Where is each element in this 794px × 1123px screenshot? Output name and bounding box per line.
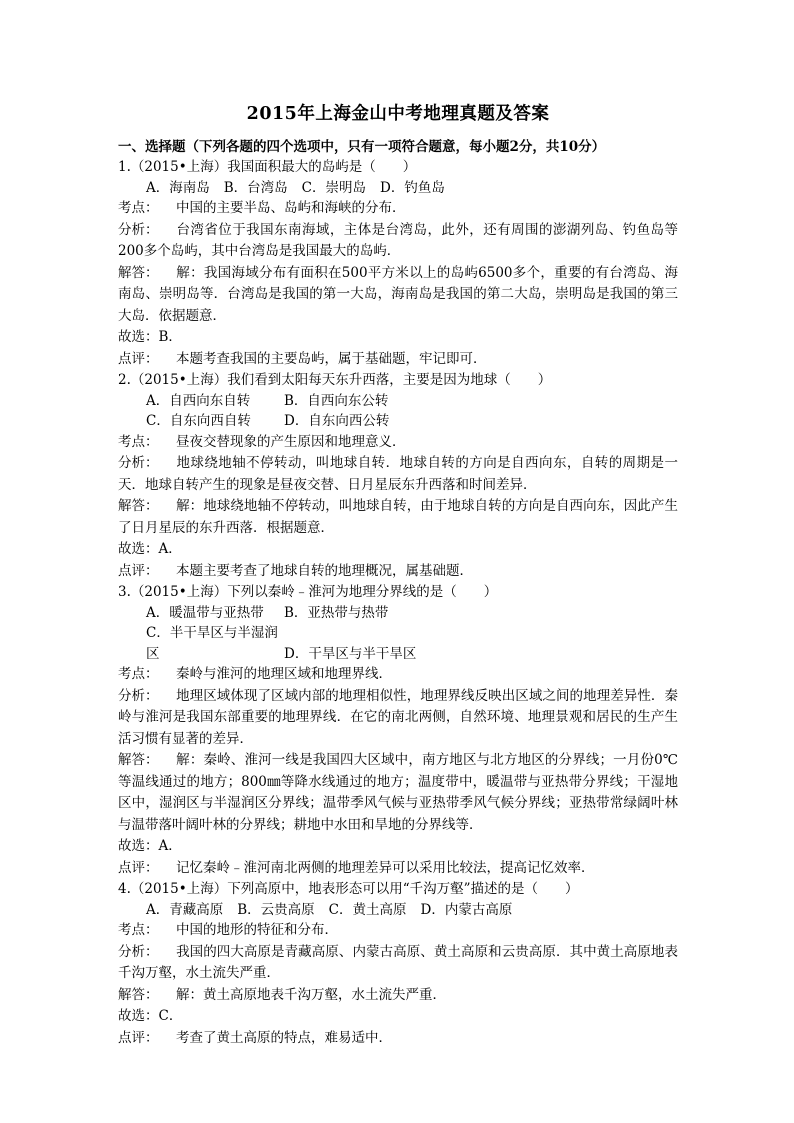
section-heading: 一、选择题（下列各题的四个选项中，只有一项符合题意，每小题2分，共10分） — [118, 139, 606, 155]
kaodian-row — [118, 198, 678, 220]
jieda-text: 解：黄土高原地表千沟万壑，水土流失严重． — [176, 986, 446, 1003]
fenxi-row — [118, 942, 678, 985]
dianping-text: 本题考查我国的主要岛屿，属于基础题，牢记即可． — [176, 350, 487, 367]
dianping-label: 点评： — [118, 1029, 159, 1046]
kaodian-label: 考点： — [118, 433, 159, 450]
option-b: B．自西向东公转 — [284, 392, 389, 409]
dianping-label: 点评： — [118, 562, 159, 579]
kaodian-text: 中国的地形的特征和分布． — [176, 922, 338, 938]
answer-row — [118, 1006, 678, 1028]
option-b: B．亚热带与热带 — [284, 604, 389, 621]
kaodian-row — [118, 664, 678, 686]
fenxi-label: 分析： — [118, 221, 159, 238]
jieda-text: 解：我国海域分布有面积在500平方米以上的岛屿6500多个，重要的有台湾岛、海南岛、崇明岛等．台湾岛是我国的第一大岛，海南岛是我国的第二大岛，崇明岛是我国的第三大岛．依据题意． — [118, 264, 678, 324]
option-c: C．自东向西自转 — [146, 413, 251, 429]
answer-row — [118, 836, 678, 858]
dianping-text: 记忆秦岭﹣淮河南北两侧的地理差异可以采用比较法，提高记忆效率． — [176, 859, 595, 876]
kaodian-text: 昼夜交替现象的产生原因和地理意义． — [176, 433, 406, 450]
dianping-text: 本题主要考查了地球自转的地理概况，属基础题． — [176, 562, 473, 579]
dianping-row — [118, 349, 678, 371]
fenxi-row — [118, 220, 678, 263]
dianping-text: 考查了黄土高原的特点，难易适中． — [176, 1029, 392, 1046]
jieda-label: 解答： — [118, 264, 159, 281]
fenxi-text: 我国的四大高原是青藏高原、内蒙古高原、黄土高原和云贵高原．其中黄土高原地表千沟万壑，水土流失严重． — [118, 943, 678, 981]
option-c: C．崇明岛 — [301, 179, 367, 196]
question-stem: 4.（2015•上海）下列高原中，地表形态可以用“千沟万壑”描述的是（ ） — [118, 881, 579, 897]
option-d: D．钓鱼岛 — [380, 179, 445, 196]
fenxi-label: 分析： — [118, 943, 159, 960]
answer-label: 故选： — [118, 838, 159, 854]
question-stem: 3.（2015•上海）下列以秦岭﹣淮河为地理分界线的是（ ） — [118, 584, 498, 600]
fenxi-text: 地球绕地轴不停转动，叫地球自转．地球自转的方向是自西向东，自转的周期是一天．地球自转产生的现象是昼夜交替、日月星辰东升西落和时间差异． — [118, 455, 678, 493]
jieda-text: 解：地球绕地轴不停转动，叫地球自转，由于地球自转的方向是自西向东，因此产生了日月星辰的东升西落．根据题意． — [118, 498, 678, 536]
option-c: C．半干旱区与半湿润区 — [146, 625, 278, 662]
kaodian-label: 考点： — [118, 922, 159, 938]
fenxi-text: 地理区域体现了区域内部的地理相似性，地理界线反映出区域之间的地理差异性．秦岭与淮河是我国东部重要的地理界线．在它的南北两侧，自然环境、地理景观和居民的生产生活习惯有显著的差异． — [118, 687, 678, 747]
question-4 — [118, 879, 678, 1049]
option-a: A．自西向东自转 — [146, 392, 251, 409]
page-title: 2015年上海金山中考地理真题及答案 — [246, 104, 550, 124]
answer-text: B． — [158, 329, 182, 345]
jieda-label: 解答： — [118, 752, 159, 768]
option-c: C．黄土高原 — [328, 901, 407, 918]
option-d: D．自东向西公转 — [284, 413, 390, 429]
option-b: B．台湾岛 — [223, 179, 288, 196]
kaodian-row — [118, 920, 678, 942]
dianping-row — [118, 561, 678, 583]
answer-row — [118, 327, 678, 349]
answer-row — [118, 539, 678, 561]
dianping-row — [118, 858, 678, 880]
answer-label: 故选： — [118, 541, 159, 557]
question-stem: 2.（2015•上海）我们看到太阳每天东升西落，主要是因为地球（ ） — [118, 372, 552, 388]
option-a: A．暖温带与亚热带 — [146, 604, 264, 621]
fenxi-label: 分析： — [118, 687, 159, 704]
kaodian-text: 中国的主要半岛、岛屿和海峡的分布． — [176, 200, 406, 216]
question-options — [118, 900, 678, 921]
dianping-label: 点评： — [118, 350, 159, 367]
answer-text: A． — [158, 838, 182, 854]
answer-label: 故选： — [118, 329, 159, 345]
question-options — [118, 178, 678, 199]
answer-label: 故选： — [118, 1008, 159, 1024]
question-stem: 1.（2015•上海）我国面积最大的岛屿是（ ） — [118, 159, 417, 175]
question-1 — [118, 157, 678, 370]
option-a: A．海南岛 — [146, 179, 210, 196]
kaodian-row — [118, 432, 678, 454]
jieda-row — [118, 496, 678, 539]
jieda-label: 解答： — [118, 986, 159, 1003]
fenxi-label: 分析： — [118, 455, 159, 471]
dianping-label: 点评： — [118, 859, 159, 876]
fenxi-text: 台湾省位于我国东南海域，主体是台湾岛，此外，还有周围的澎湖列岛、钓鱼岛等200多个岛屿，其中台湾岛是我国最大的岛屿． — [118, 221, 678, 259]
kaodian-label: 考点： — [118, 200, 159, 216]
option-b: B．云贵高原 — [237, 901, 315, 918]
document-page — [118, 100, 678, 1049]
fenxi-row — [118, 686, 678, 751]
kaodian-label: 考点： — [118, 666, 159, 682]
jieda-text: 解：秦岭、淮河一线是我国四大区域中，南方地区与北方地区的分界线；一月份0℃等温线通过的地方；800㎜等降水线通过的地方；温度带中，暖温带与亚热带分界线；干湿地区中，湿润区与半湿润区分界线；温带季风气候与亚热带季风气候分界线；亚热带常绿阔叶林与温带落叶阔叶林的分界线；耕地中水田和旱地的分界线等． — [118, 752, 678, 833]
option-d: D．干旱区与半干旱区 — [284, 645, 417, 662]
question-options — [118, 391, 678, 432]
jieda-row — [118, 985, 678, 1007]
question-3 — [118, 582, 678, 879]
jieda-row — [118, 750, 678, 836]
jieda-row — [118, 263, 678, 328]
option-a: A．青藏高原 — [146, 901, 224, 918]
fenxi-row — [118, 453, 678, 496]
answer-text: C． — [158, 1008, 183, 1024]
question-options — [118, 603, 678, 665]
option-d: D．内蒙古高原 — [420, 901, 513, 918]
question-2 — [118, 370, 678, 582]
kaodian-text: 秦岭与淮河的地理区域和地理界线． — [176, 666, 392, 682]
dianping-row — [118, 1028, 678, 1050]
answer-text: A． — [158, 541, 182, 557]
jieda-label: 解答： — [118, 498, 159, 514]
